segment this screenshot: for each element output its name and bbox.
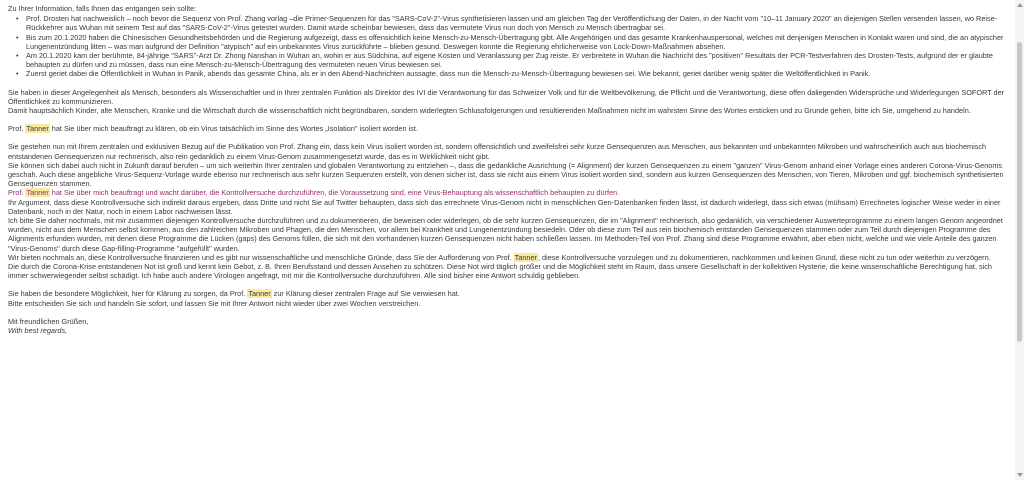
paragraph-funding-offer — [8, 253, 1012, 262]
list-item-text: Zuerst geriet dabei die Öffentlichkeit in Wuhan in Panik, abends das gesamte China, als er in den Abend-Nachrichten aussagte, dass nun die Mensch-zu-Mensch-Übertragung bewiesen sei. Wie bekannt, geriet darüber wenig später die Weltöffentlichkeit in Panik. — [26, 69, 871, 79]
email-body — [8, 4, 1012, 335]
list-item — [16, 51, 1012, 70]
text-fragment: hat Sie über mich beauftragt zu klären, ob ein Virus tatsächlich im Sinne des Wortes „Isolation" isoliert worden ist. — [49, 124, 418, 134]
closing-greeting-en: With best regards, — [8, 326, 68, 336]
highlighted-name: Tanner — [26, 124, 49, 134]
paragraph-control-request: Ich bitte Sie daher nochmals, mit mir zusammen diejenigen Kontrollversuche durchzuführen und zu dokumentieren, die beweisen oder widerlegen, ob die sehr kurzen Gensequenzen, die im "Alignment" rechnerisch, also gedanklich, via verschiedener Auswerteprogramme zu einem langen Genom angeordnet wurden, nicht aus dem Menschen selbst kommen, aus den zahlreichen Mikroben und Phagen, die den Menschen, vor allem bei Krankheit und Lungenentzündung besiedeln. Oder ob diese zum Teil aus rein biochemisch entstanden Gensequenzen stammen oder zum Teil durch diejenigen Programme des Alignments erfunden wurden, mit denen diese Programme die Lücken (gaps) des Genoms füllen, die sich mit den vorhandenen kurzen Gensequenzen nicht haben schließen lassen. Im Methoden-Teil von Prof. Zhang sind diese Programme erwähnt, aber eben nicht, welche und wie viele Anteile des ganzen "Virus-Genoms" durch diese Gap-filling-Programme "aufgefüllt" wurden. — [8, 216, 1003, 253]
paragraph-alignment: Sie können sich dabei auch nicht in Zukunft darauf berufen – um sich weiterhin Ihrer zentralen und globalen Verantwortung zu entziehen –, dass die gedankliche Ausrichtung (= Alignment) der kurzen Gensequenzen zu einem "ganzen" Virus-Genom anhand einer Vorlage eines anderen Corona-Virus-Genoms geschah. Auch diese angebliche Virus-Sequenz-Vorlage wurde ebenso nur rechnerisch aus sehr kurzen Sequenzen erstellt, von denen sicher ist, dass sie nicht aus einem Virus isoliert worden sind, sondern aus kurzen Gensequenzen des Menschen, von Tieren, Mikroben und ggf. biochemisch synthetisierten Gensequenzen stammen. — [8, 160, 1004, 189]
text-fragment: zur Klärung dieser zentralen Frage auf Sie verwiesen hat. — [271, 289, 460, 299]
bullet-icon: • — [16, 14, 19, 24]
paragraph-responsibility: Sie haben in dieser Angelegenheit als Mensch, besonders als Wissenschaftler und in Ihrer zentralen Funktion als Direktor des IVI die Verantwortung für das Schweizer Volk und für die Weltbevölkerung, die Pflicht und die Verantwortung, diese offen daliegenden Widersprüche und Widerlegungen SOFORT der Öffentlichkeit zu kommunizieren. — [8, 87, 1005, 106]
paragraph-crisis: Die durch die Corona-Krise entstandenen Not ist groß und kennt kein Gebot, z. B. Ihren Berufsstand und dessen Ansehen zu schützen. Diese Not wird täglich größer und die Möglichkeit steht im Raum, dass unsere Gesellschaft in der kollektiven Hysterie, die keine wissenschaftliche Berechtigung hat, sich immer schwerwiegender selbst schädigt. Ich habe auch andere Virologen angefragt, mit mir die Kontrollversuche durchzuführen. Alle sind bisher eine Antwort schuldig geblieben. — [8, 262, 992, 281]
highlighted-name: Tanner — [248, 289, 271, 299]
paragraph-deadline: Bitte entscheiden Sie sich und handeln Sie sofort, und lassen Sie mit Ihrer Antwort nicht wieder über zwei Wochen verstreichen. — [8, 298, 421, 308]
bullet-icon: • — [16, 51, 19, 61]
paragraph-control-experiments-request — [8, 188, 1012, 197]
text-fragment: Wir bieten nochmals an, diese Kontrollversuche finanzieren und es gibt nur wissenschaftliche und menschliche Gründe, dass Sie der Aufforderung von Prof. — [8, 252, 514, 262]
list-item-text: Am 20.1.2020 kam der berühmte, 84-jährige "SARS"-Arzt Dr. Zhong Nanshan in Wuhan an, wohin er aus Südchina, auf eigene Kosten und Veranlassung per Zug reiste. Er verbreitete in Wuhan die Nachricht des "positiven" Resultats der PCR-Testverfahren des Drosten-Tests, aufgrund der er glaubte behaupten zu dürfen und zu müssen, dass nun eine Mensch-zu-Mensch-Übertragung des vermuteten neuen Virus bewiesen sei. — [26, 51, 993, 70]
bullet-list — [8, 14, 1012, 78]
list-item — [16, 14, 1012, 33]
text-fragment: Sie haben die besondere Möglichkeit, hier für Klärung zu sorgen, da Prof. — [8, 289, 248, 299]
list-item-text: Prof. Drosten hat nachweislich – noch bevor die Sequenz von Prof. Zhang vorlag –die Primer-Sequenzen für das "SARS-CoV-2"-Virus synthetisieren lassen und am gleichen Tag der Veröffentlichung der Daten, in der Nacht vom "10–11 January 2020" an diejenigen Stellen versenden lassen, wo Reise-Rückkehrer aus Wuhan mit seinem Test auf das "SARS-CoV-2"-Virus getestet wurden. Damit wurde scheinbar bewiesen, dass das vermutete Virus nun doch von Mensch zu Mensch übertragbar sei. — [26, 14, 998, 33]
bullet-icon: • — [16, 69, 19, 79]
scroll-up-icon[interactable] — [1017, 3, 1023, 7]
vertical-scrollbar[interactable] — [1015, 0, 1024, 480]
paragraph-act-now: Damit hauptsächlich Kinder, alte Menschen, Kranke und die Wirtschaft durch die wissenschaftlich nicht begründbaren, sondern widerlegten Schlussfolgerungen und resultierenden Maßnahmen nicht im wahrsten Sinne des Wortes ersticken und zu Grunde gehen, bitte ich Sie, umgehend zu handeln. — [8, 106, 971, 116]
paragraph-zhang-publication: Sie gestehen nun mit Ihrem zentralen und exklusiven Bezug auf die Publikation von Prof. Zhang ein, dass kein Virus isoliert worden ist, sondern offensichtlich und zweifelsfrei sehr kurze Gensequenzen aus Menschen, aus bekannten und unbekannten Mikroben und wahrscheinlich auch aus biochemisch entstandenen Gensequenzen nur rechnerisch, also rein gedanklich zu einem Virus-Genom zusammengesetzt wurde, das es in Wirklichkeit nicht gibt. — [8, 142, 987, 161]
list-item — [16, 32, 1012, 51]
text-fragment: Prof. — [8, 124, 26, 134]
paragraph-twitter-argument: Ihr Argument, dass diese Kontrollversuche sich indirekt daraus ergeben, dass Dritte und nicht Sie auf Twitter behaupten, dass sich das errechnete Virus-Genom nicht in menschlichen Gen-Datenbanken finden lässt, ist dadurch widerlegt, dass sich etwas (mühsam) Errechnetes logischer Weise weder in einer Datenbank, noch in der Natur, noch in einem Labor nachweisen lässt. — [8, 197, 1001, 216]
scroll-down-icon[interactable] — [1017, 473, 1023, 477]
highlighted-name: Tanner — [26, 188, 49, 198]
paragraph-question-isolation — [8, 124, 1012, 133]
text-fragment: hat Sie über mich beauftragt und wacht darüber, die Kontrollversuche durchzuführen, die Voraussetzung sind, eine Virus-Behauptung als wissenschaftlich behaupten zu dürfen. — [49, 188, 620, 198]
text-fragment: , diese Kontrollversuche vorzulegen und zu dokumentieren, nachkommen und keinen Grund, diese nicht zu tun oder weiterhin zu verzögern. — [537, 252, 991, 262]
bullet-icon: • — [16, 32, 19, 42]
text-fragment: Prof. — [8, 188, 26, 198]
paragraph-opportunity — [8, 289, 1012, 298]
closing-greeting: Mit freundlichen Grüßen, — [8, 316, 89, 326]
highlighted-name: Tanner — [514, 252, 537, 262]
intro-line: Zu Ihrer Information, falls Ihnen das entgangen sein sollte: — [8, 4, 197, 13]
list-item-text: Bis zum 20.1.2020 haben die Chinesischen Gesundheitsbehörden und die Regierung aufgezeigt, dass es offensichtlich keine Mensch-zu-Mensch-Übertragung gibt. Alle Angehörigen und das gesamte Krankenhauspersonal, welches mit denjenigen Menschen in Kontakt waren und sind, die an atypischer Lungenentzündung litten – was man aufgrund der Definition "atypisch" auf ein unbekanntes Virus zurückführte – blieben gesund. Deswegen konnte die Regierung ehrlicherweise von Lock-Down-Maßnahmen absehen. — [26, 32, 1004, 51]
scroll-thumb[interactable] — [1017, 42, 1022, 342]
list-item — [16, 69, 1012, 79]
